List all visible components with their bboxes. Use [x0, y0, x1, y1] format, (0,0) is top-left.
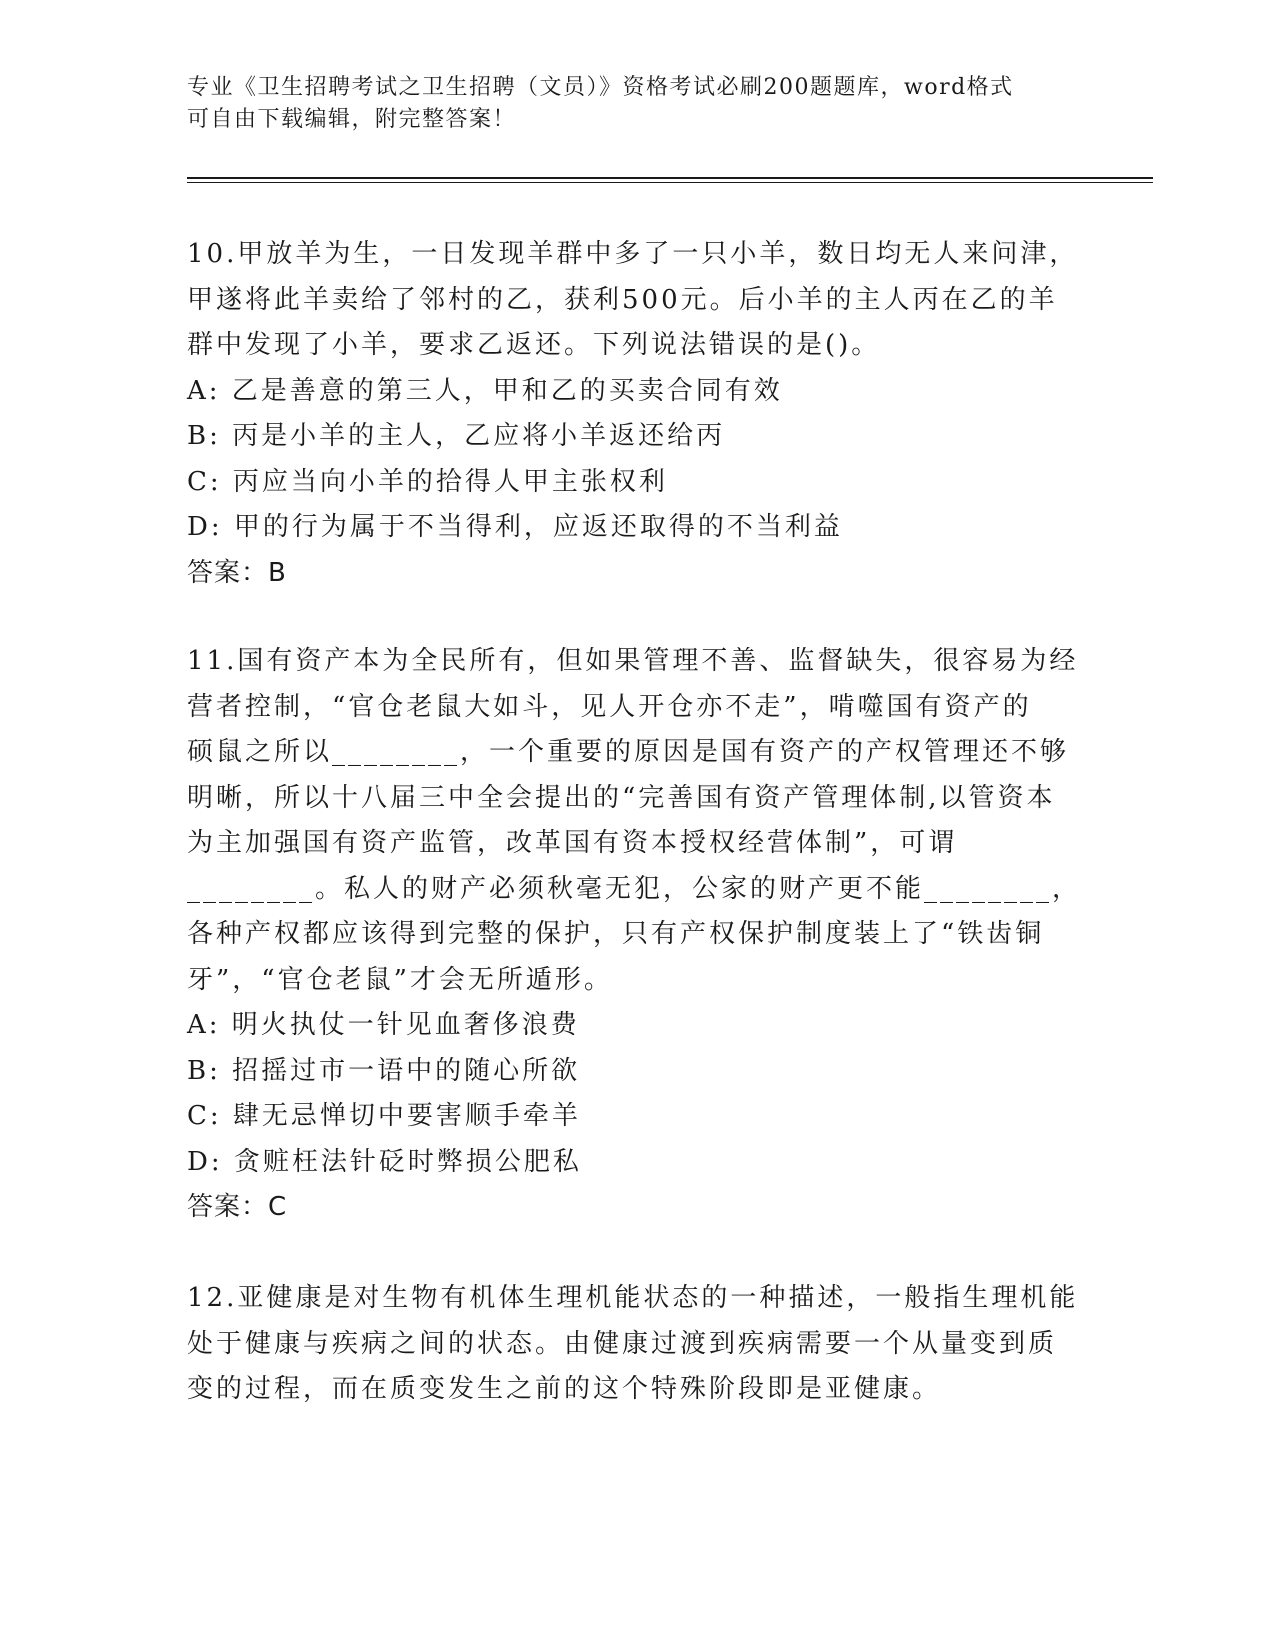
option-a: A: 明火执仗一针见血奢侈浪费 — [187, 1010, 580, 1040]
header-title-line-2: 可自由下载编辑，附完整答案！ — [187, 107, 517, 132]
question-text-line: 各种产权都应该得到完整的保护，只有产权保护制度装上了“铁齿铜 — [187, 919, 1045, 949]
answer-label: 答案：C — [187, 1192, 288, 1222]
question-text-line: 为主加强国有资产监管，改革国有资本授权经营体制”，可谓 — [187, 828, 958, 858]
answer-label: 答案：B — [187, 557, 287, 588]
header-divider-thin — [187, 182, 1153, 183]
question-11 — [187, 639, 1082, 1231]
document-header — [187, 72, 1067, 136]
question-text-line: 营者控制，“官仓老鼠大如斗，见人开仓亦不走”，啃噬国有资产的 — [187, 691, 1032, 722]
question-text-line: 硕鼠之所以________，一个重要的原因是国有资产的产权管理还不够 — [187, 737, 1070, 767]
question-12 — [187, 1276, 1079, 1413]
question-text-line: 明晰，所以十八届三中全会提出的“完善国有资产管理体制,以管资本 — [187, 782, 1056, 813]
option-b: B: 招摇过市一语中的随心所欲 — [187, 1055, 581, 1086]
question-text-line: 变的过程，而在质变发生之前的这个特殊阶段即是亚健康。 — [187, 1374, 942, 1404]
question-text-line: 11.国有资产本为全民所有，但如果管理不善、监督缺失，很容易为经 — [187, 646, 1079, 676]
question-text-line: 群中发现了小羊，要求乙返还。下列说法错误的是()。 — [187, 330, 881, 360]
question-text-line: 10.甲放羊为生，一日发现羊群中多了一只小羊，数日均无人来问津， — [187, 239, 1079, 269]
question-text-line: 处于健康与疾病之间的状态。由健康过渡到疾病需要一个从量变到质 — [187, 1328, 1058, 1359]
option-c: C: 丙应当向小羊的拾得人甲主张权利 — [187, 466, 668, 497]
option-a: A: 乙是善意的第三人，甲和乙的买卖合同有效 — [187, 375, 783, 406]
question-text-line: 甲遂将此羊卖给了邻村的乙，获利500元。后小羊的主人丙在乙的羊 — [187, 284, 1058, 315]
header-title-line-1: 专业《卫生招聘考试之卫生招聘（文员）》资格考试必刷200题题库，word格式 — [187, 75, 1014, 100]
option-d: D: 贪赃枉法针砭时弊损公肥私 — [187, 1146, 582, 1177]
question-text-line: 牙”，“官仓老鼠”才会无所遁形。 — [187, 964, 613, 995]
option-b: B: 丙是小羊的主人，乙应将小羊返还给丙 — [187, 421, 726, 451]
question-10 — [187, 232, 1079, 596]
question-text-line: ________。私人的财产必须秋毫无犯，公家的财产更不能________， — [187, 873, 1082, 904]
question-text-line: 12.亚健康是对生物有机体生理机能状态的一种描述，一般指生理机能 — [187, 1283, 1079, 1313]
option-c: C: 肆无忌惮切中要害顺手牵羊 — [187, 1101, 581, 1131]
option-d: D: 甲的行为属于不当得利，应返还取得的不当利益 — [187, 512, 843, 542]
header-divider-thick — [187, 177, 1153, 179]
